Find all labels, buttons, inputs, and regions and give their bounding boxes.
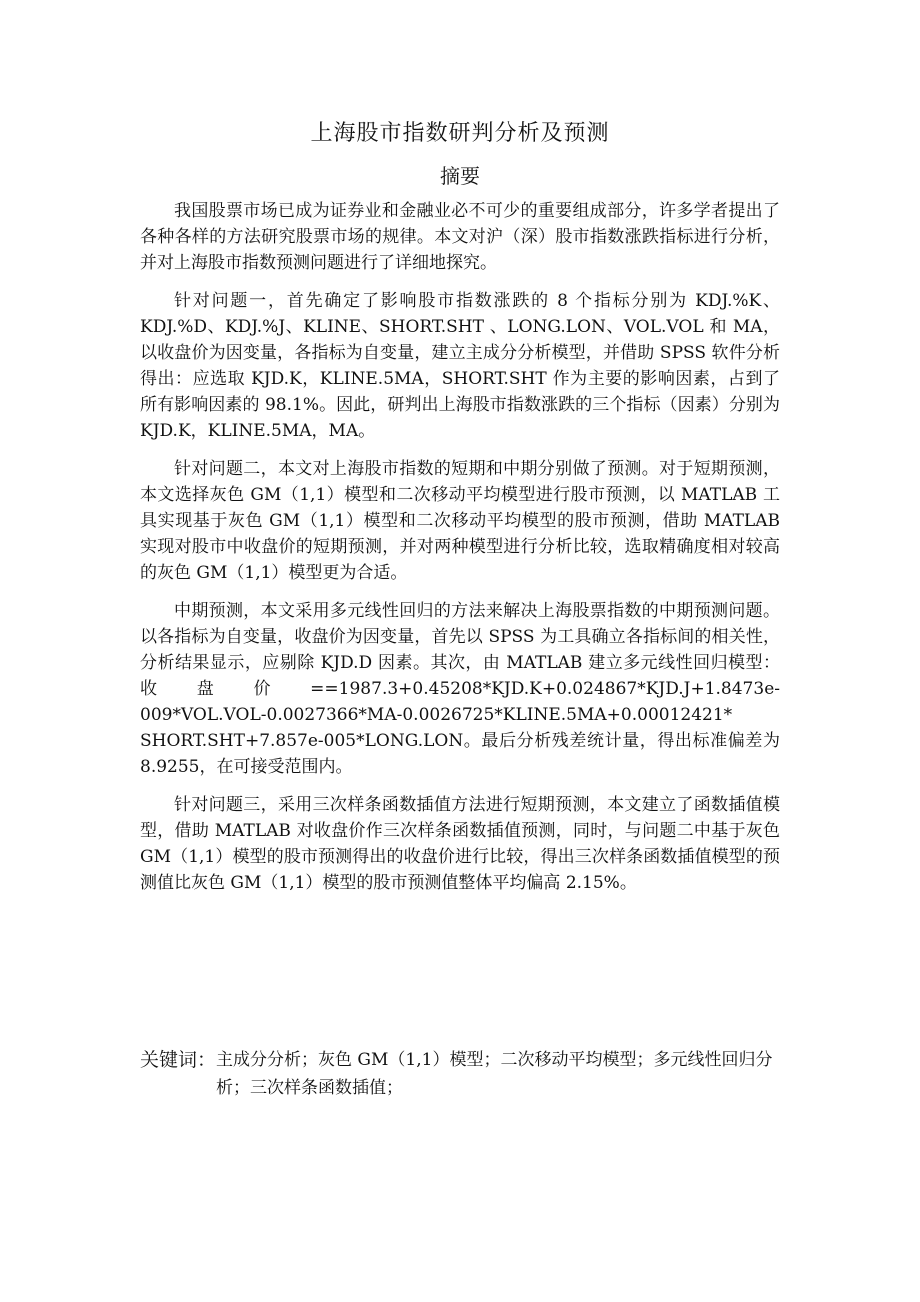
abstract-body xyxy=(140,198,780,908)
abstract-paragraph-5: 针对问题三，采用三次样条函数插值方法进行短期预测，本文建立了函数插值模型，借助 MATLAB 对收盘价作三次样条函数插值预测，同时，与问题二中基于灰色 GM（1,1）模型的股市预测得出的收盘价进行比较，得出三次样条函数插值模型的预测值比灰色 GM（1,1）模型的股市预测值整体平均偏高 2.15%。 xyxy=(140,795,780,893)
abstract-paragraph-3: 针对问题二，本文对上海股市指数的短期和中期分别做了预测。对于短期预测，本文选择灰色 GM（1,1）模型和二次移动平均模型进行股市预测，以 MATLAB 工具实现基于灰色 GM（1,1）模型和二次移动平均模型的股市预测，借助 MATLAB 实现对股市中收盘价的短期预测，并对两种模型进行分析比较，选取精确度相对较高的灰色 GM（1,1）模型更为合适。 xyxy=(140,459,780,583)
abstract-paragraph-1: 我国股票市场已成为证券业和金融业必不可少的重要组成部分，许多学者提出了各种各样的方法研究股票市场的规律。本文对沪（深）股市指数涨跌指标进行分析，并对上海股市指数预测问题进行了详细地探究。 xyxy=(140,201,780,273)
paper-title: 上海股市指数研判分析及预测 xyxy=(310,121,610,146)
keywords-text: 主成分分析；灰色 GM（1,1）模型；二次移动平均模型；多元线性回归分析；三次样条函数插值； xyxy=(216,1050,773,1098)
abstract-paragraph-2: 针对问题一，首先确定了影响股市指数涨跌的 8 个指标分别为 KDJ.%K、KDJ.%D、KDJ.%J、KLINE、SHORT.SHT 、LONG.LON、VOL.VOL 和 MA，以收盘价为因变量，各指标为自变量，建立主成分分析模型，并借助 SPSS 软件分析得出：应选取 KJD.K，KLINE.5MA，SHORT.SHT 作为主要的影响因素，占到了所有影响因素的 98.1%。因此，研判出上海股市指数涨跌的三个指标（因素）分别为 KJD.K，KLINE.5MA，MA。 xyxy=(140,291,780,441)
keywords-label: 关键词： xyxy=(140,1049,217,1071)
keywords-section xyxy=(140,1046,780,1102)
abstract-heading: 摘要 xyxy=(440,164,480,188)
abstract-paragraph-4: 中期预测，本文采用多元线性回归的方法来解决上海股票指数的中期预测问题。以各指标为自变量，收盘价为因变量，首先以 SPSS 为工具确立各指标间的相关性，分析结果显示，应剔除 KJD.D 因素。其次，由 MATLAB 建立多元线性回归模型：收盘价==1987.3+0.45208*KJD.K+0.024867*KJD.J+1.8473e-009*VOL.VOL-0.0027366*MA-0.0026725*KLINE.5MA+0.00012421* SHORT.SHT+7.857e-005*LONG.LON。最后分析残差统计量，得出标准偏差为 8.9255，在可接受范围内。 xyxy=(140,601,780,777)
